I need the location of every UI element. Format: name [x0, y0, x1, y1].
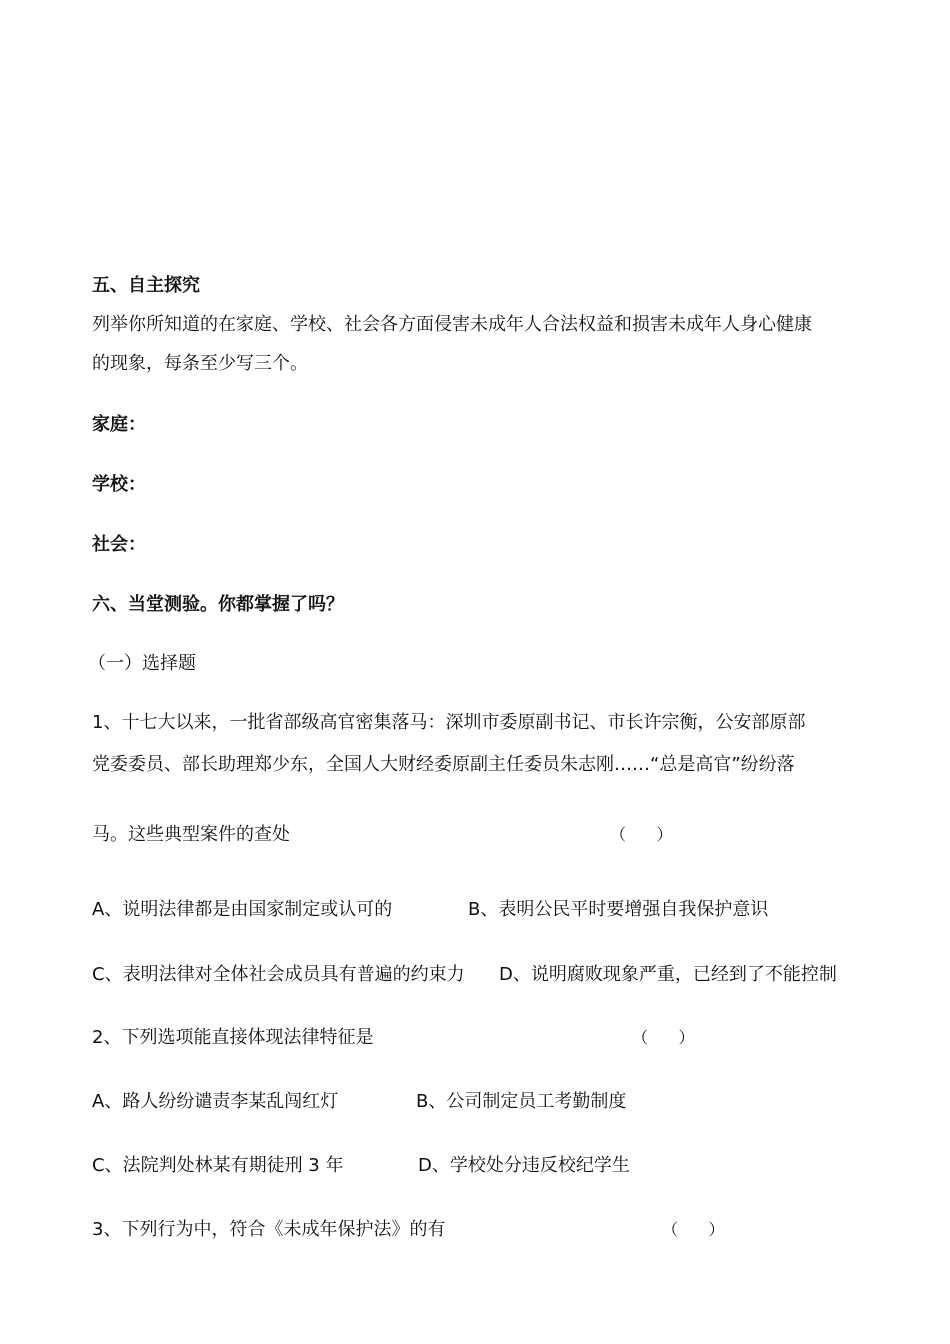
question-1-answer-blank: （ ）: [610, 825, 673, 844]
question-2-option-d: D、学校处分违反校纪学生: [418, 1155, 630, 1176]
section-6-subheading: （一）选择题: [88, 653, 196, 674]
society-label: 社会：: [92, 534, 146, 555]
question-2-option-b: B、公司制定员工考勤制度: [416, 1091, 627, 1112]
section-6-heading: 六、当堂测验。你都掌握了吗？: [92, 594, 344, 615]
question-2-option-a: A、路人纷纷谴责李某乱闯红灯: [92, 1091, 339, 1112]
question-2-option-c: C、法院判处林某有期徒刑 3 年: [92, 1155, 344, 1176]
question-3-answer-blank: （ ）: [662, 1220, 725, 1239]
question-1-option-d: D、说明腐败现象严重，已经到了不能控制: [499, 964, 837, 985]
question-1-option-c: C、表明法律对全体社会成员具有普遍的约束力: [92, 964, 465, 985]
family-label: 家庭：: [92, 414, 146, 435]
section-5-prompt-line-2: 的现象，每条至少写三个。: [92, 353, 308, 374]
question-1-stem-line-3: 马。这些典型案件的查处: [92, 824, 290, 845]
section-5-heading: 五、自主探究: [92, 275, 200, 296]
question-2-answer-blank: （ ）: [632, 1028, 695, 1047]
question-1-option-a: A、说明法律都是由国家制定或认可的: [92, 899, 393, 920]
question-1-option-b: B、表明公民平时要增强自我保护意识: [468, 899, 769, 920]
school-label: 学校：: [92, 474, 146, 495]
question-1-stem-line-2: 党委委员、部长助理郑少东，全国人大财经委原副主任委员朱志刚……“总是高官”纷纷落: [92, 754, 795, 775]
section-5-prompt-line-1: 列举你所知道的在家庭、学校、社会各方面侵害未成年人合法权益和损害未成年人身心健康: [92, 314, 812, 335]
question-2-stem: 2、下列选项能直接体现法律特征是: [92, 1027, 374, 1048]
question-1-stem-line-1: 1、十七大以来，一批省部级高官密集落马：深圳市委原副书记、市长许宗衡，公安部原部: [92, 712, 806, 733]
question-3-stem: 3、下列行为中，符合《未成年保护法》的有: [92, 1219, 446, 1240]
